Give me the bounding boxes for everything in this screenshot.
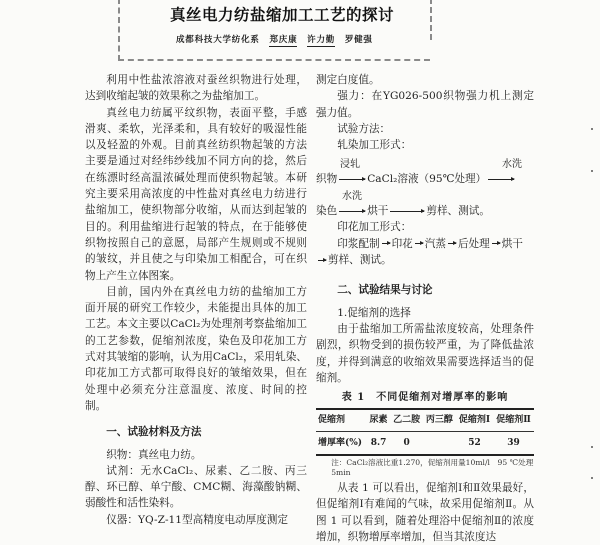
right-column — [316, 72, 534, 545]
section-heading: 二、试验结果与讨论 — [337, 284, 433, 297]
flow-step: 印花 — [391, 237, 413, 250]
arrow-label: 浸轧 — [340, 159, 360, 171]
paper-title: 真丝电力纺盐缩加工工艺的探讨 — [170, 5, 395, 24]
table-row — [316, 431, 534, 455]
arrow-icon — [448, 243, 456, 244]
flow-step: CaCl₂溶液（95℃处理） — [367, 173, 487, 186]
table-cell: 8.7 — [370, 437, 387, 448]
column-header: 促缩剂 — [316, 409, 367, 431]
paragraph: 真丝电力纺属平纹织物，表面平整，手感滑爽、柔软，光泽柔和，具有较好的吸湿性能以及轻盈的外观。目前真丝纺织物起皱的方法主要是通过对经纬纱线加不同方向的捻，然后在练漂时经高温浓碱处理而使织物起皱。本研究主要采用高浓度的中性盐对真丝电力纺进行盐缩加工，使织物部分收缩，从而达到起皱的目的。利用盐缩进行起皱的特点，在于能够使织物按照自己的意愿，局部产生规则或不规则的皱纹，并且使之与印染加工相配合，可在织物上产生立体图案。 — [85, 106, 307, 282]
arrow-icon — [492, 243, 500, 244]
byline — [176, 33, 373, 45]
table-cell: 39 — [507, 437, 520, 448]
materials-item: 织物：真丝电力纺。 — [106, 448, 202, 461]
section-heading: 一、试验材料及方法 — [106, 426, 202, 439]
flow-step: 烘干 — [501, 237, 523, 250]
arrow-label: 水洗 — [342, 191, 362, 203]
flow-step: 后处理 — [457, 237, 490, 250]
column-header: 乙二胺 — [390, 409, 423, 431]
table-header-row — [316, 409, 534, 431]
flow-step: 烘干 — [367, 205, 389, 218]
author-name: 罗健强 — [344, 35, 373, 45]
flow-step: 织物 — [316, 173, 338, 186]
scan-speck — [591, 170, 593, 172]
print-process-flow — [316, 236, 534, 252]
table-note: 注：CaCl₂溶液比重1.270，促缩剂用量10ml/l 95 ℃处理5min — [331, 458, 534, 478]
flow-step: 染色 — [316, 205, 338, 218]
method-label: 试验方法： — [337, 122, 391, 135]
arrow-icon — [318, 260, 326, 261]
flow-step: 汽蒸 — [424, 237, 446, 250]
subsection-heading: 1.促缩剂的选择 — [337, 306, 411, 319]
materials-item: 试剂：无水CaCl₂、尿素、乙二胺、丙三醇、环已醇、单宁酸、CMC糊、海藻酸钠糊、弱酸性和活性染料。 — [85, 464, 307, 510]
affiliation: 成都科技大学纺化系 — [176, 35, 260, 45]
arrow-icon — [488, 179, 514, 180]
arrow-icon — [415, 243, 423, 244]
data-table — [316, 408, 534, 456]
materials-item: 仪器：YQ-Z-11型高精度电动厚度测定 — [106, 513, 288, 526]
table-cell: 0 — [403, 437, 410, 448]
column-header: 促缩剂Ⅰ — [456, 409, 493, 431]
author-name: 郑庆康 — [269, 35, 298, 45]
row-label: 增厚率(%) — [318, 437, 363, 448]
table-cell: 52 — [468, 437, 481, 448]
arrow-icon — [382, 243, 390, 244]
print-process-flow-cont — [316, 252, 534, 268]
author-name: 许力勤 — [307, 35, 336, 45]
column-header: 丙三醇 — [423, 409, 456, 431]
print-label: 印花加工形式： — [337, 221, 412, 234]
column-header: 促缩剂Ⅱ — [493, 409, 534, 431]
arrow-icon — [339, 211, 365, 212]
scan-speck — [591, 446, 593, 448]
paragraph: 从表 1 可以看出，促缩剂Ⅰ和Ⅱ效果最好，但促缩剂Ⅰ有难闻的气味，故采用促缩剂Ⅱ。从图 1 可以看到，随着处理浴中促缩剂Ⅱ的浓度增加，织物增厚率增加，但当其浓度达 — [316, 482, 534, 543]
paragraph: 测定白度值。 — [316, 74, 380, 86]
arrow-label: 水洗 — [502, 159, 522, 171]
flow-step: 剪样、测试。 — [328, 254, 392, 267]
paragraph: 利用中性盐浓溶液对蚕丝织物进行处理，达到收缩起皱的效果称之为盐缩加工。 — [85, 74, 307, 103]
left-column — [85, 72, 307, 528]
column-header: 尿素 — [367, 409, 390, 431]
table-caption: 表 1 不同促缩剂对增厚率的影响 — [341, 392, 509, 404]
flow-step: 剪样、测试。 — [426, 205, 490, 218]
scan-speck — [591, 477, 593, 479]
arrow-icon — [390, 211, 424, 212]
pad-dye-label: 轧染加工形式： — [337, 139, 412, 152]
arrow-icon — [339, 179, 365, 180]
paragraph: 目前，国内外在真丝电力纺的盐缩加工方面开展的研究工作较少，未能提出具体的加工工艺。本文主要以CaCl₂为处理剂考察盐缩加工的工艺参数，促缩剂浓度，染色及印花加工方式对其皱缩的影响，认为用CaCl₂，采用轧染、印花加工方式都可取得良好的皱缩效果，但在处理中必须充分注意温度、浓度、时间的控制。 — [85, 285, 307, 412]
paragraph: 由于盐缩加工所需盐浓度较高，处理条件剧烈，织物受到的损伤较严重，为了降低盐浓度，并得到满意的收缩效果需要选择适当的促缩剂。 — [316, 322, 534, 384]
table-cell — [423, 431, 456, 455]
flow-step: 印浆配制 — [337, 237, 380, 250]
process-flow-2 — [316, 189, 534, 219]
paragraph: 强力：在YG026-500织物强力机上测定强力值。 — [316, 90, 534, 119]
scan-speck — [591, 128, 593, 130]
process-flow-1 — [316, 157, 534, 187]
